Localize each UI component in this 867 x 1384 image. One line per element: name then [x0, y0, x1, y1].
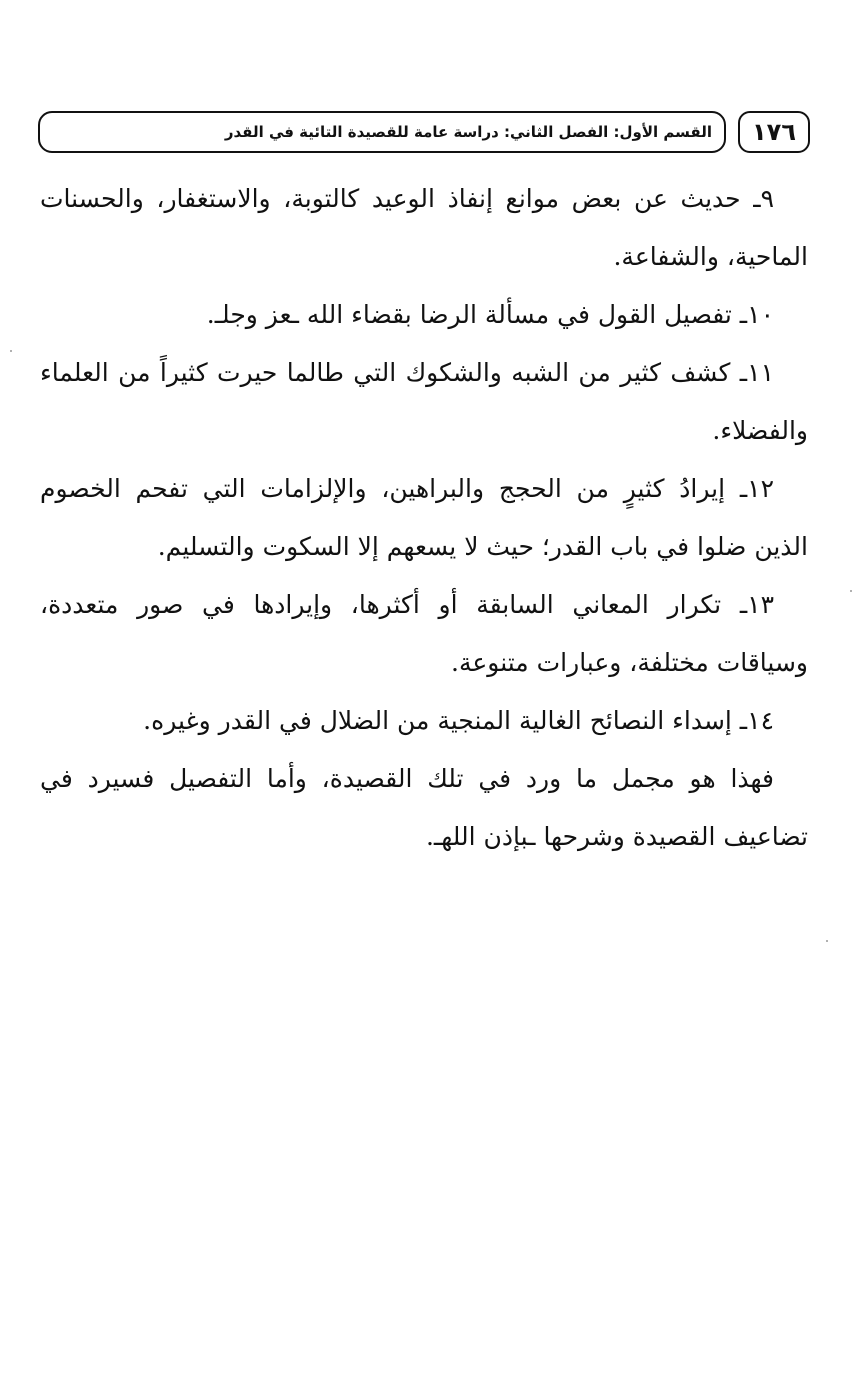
page-body — [40, 170, 808, 866]
list-item-11: ١١ـ كشف كثير من الشبه والشكوك التي طالما حيرت كثيراً من العلماء والفضلاء. — [40, 358, 808, 445]
list-item-12: ١٢ـ إيرادُ كثيرٍ من الحجج والبراهين، والإلزامات التي تفحم الخصوم الذين ضلوا في باب القدر؛ حيث لا يسعهم إلا السكوت والتسليم. — [40, 474, 808, 561]
scan-speck — [850, 590, 852, 592]
running-head: القسم الأول: الفصل الثاني: دراسة عامة للقصيدة التائية في القدر — [38, 111, 726, 153]
list-item-10: ١٠ـ تفصيل القول في مسألة الرضا بقضاء الله ـعز وجلـ. — [206, 300, 774, 329]
closing-paragraph: فهذا هو مجمل ما ورد في تلك القصيدة، وأما التفصيل فسيرد في تضاعيف القصيدة وشرحها ـبإذن اللهـ. — [40, 764, 808, 851]
list-item-13: ١٣ـ تكرار المعاني السابقة أو أكثرها، وإيرادها في صور متعددة، وسياقات مختلفة، وعبارات متنوعة. — [40, 590, 808, 677]
list-item-14: ١٤ـ إسداء النصائح الغالية المنجية من الضلال في القدر وغيره. — [143, 706, 774, 735]
page-header — [38, 111, 810, 157]
scan-speck — [826, 940, 828, 942]
scan-speck — [10, 350, 12, 352]
list-item-9: ٩ـ حديث عن بعض موانع إنفاذ الوعيد كالتوبة، والاستغفار، والحسنات الماحية، والشفاعة. — [40, 184, 808, 271]
page-number: ١٧٦ — [738, 111, 810, 153]
